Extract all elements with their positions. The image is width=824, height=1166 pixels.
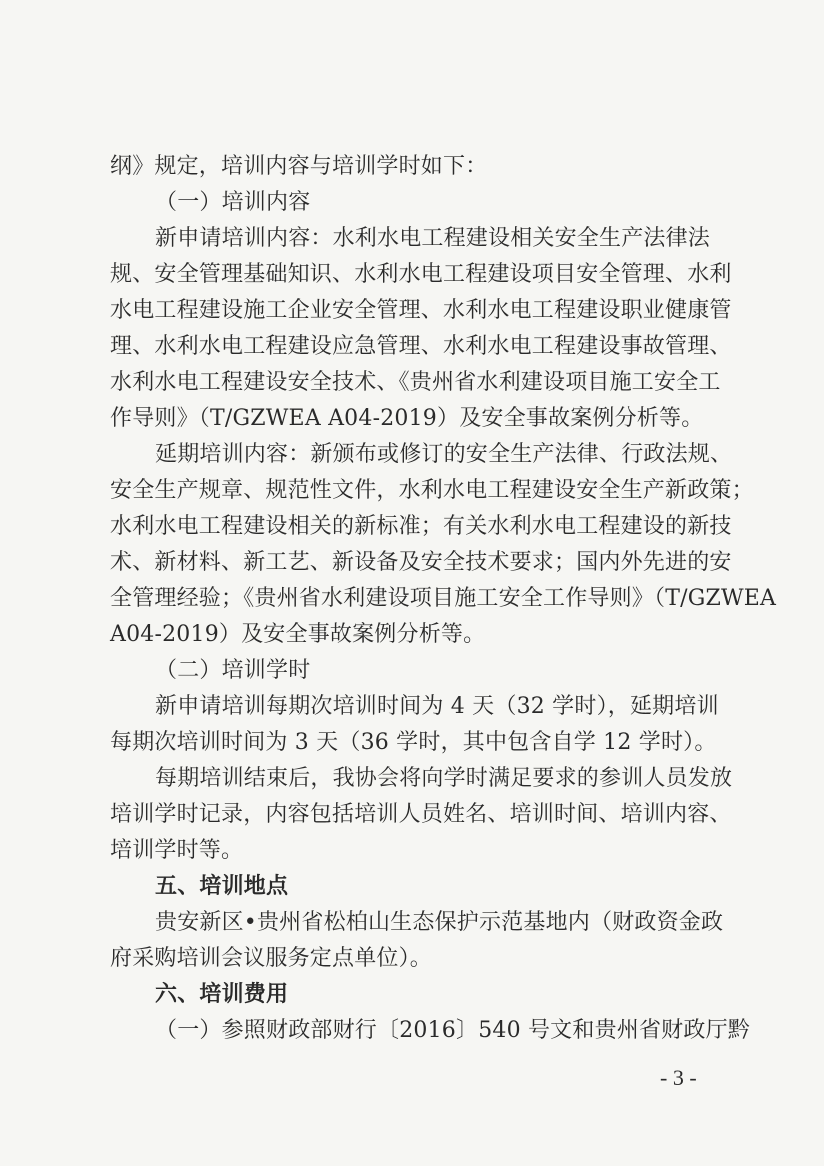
text-line: 新申请培训每期次培训时间为 4 天（32 学时），延期培训 xyxy=(155,694,719,719)
text-line: 新申请培训内容：水利水电工程建设相关安全生产法律法 xyxy=(155,226,711,251)
subheading-training-content: （一）培训内容 xyxy=(155,190,311,215)
text-line: 每期培训结束后，我协会将向学时满足要求的参训人员发放 xyxy=(155,766,733,791)
section-heading-training-fees: 六、培训费用 xyxy=(155,982,289,1007)
text-line: 培训学时等。 xyxy=(110,838,244,863)
text-line: 每期次培训时间为 3 天（36 学时，其中包含自学 12 学时）。 xyxy=(110,730,717,755)
text-line: 水电工程建设施工企业安全管理、水利水电工程建设职业健康管 xyxy=(110,298,732,323)
text-line: 水利水电工程建设安全技术、《贵州省水利建设项目施工安全工 xyxy=(110,370,721,395)
text-line: 全管理经验；《贵州省水利建设项目施工安全工作导则》（T/GZWEA xyxy=(110,586,777,611)
text-line: 纲》规定，培训内容与培训学时如下： xyxy=(110,154,488,179)
text-line: 术、新材料、新工艺、新设备及安全技术要求；国内外先进的安 xyxy=(110,550,732,575)
subheading-training-hours: （二）培训学时 xyxy=(155,658,311,683)
text-line: 延期培训内容：新颁布或修订的安全生产法律、行政法规、 xyxy=(155,442,733,467)
text-line: （一）参照财政部财行〔2016〕540 号文和贵州省财政厅黔 xyxy=(155,1018,750,1043)
text-line: 水利水电工程建设相关的新标准；有关水利水电工程建设的新技 xyxy=(110,514,732,539)
page-number: - 3 - xyxy=(660,1065,697,1090)
text-line: 府采购培训会议服务定点单位）。 xyxy=(110,946,433,971)
section-heading-training-location: 五、培训地点 xyxy=(155,874,289,899)
text-line: 贵安新区•贵州省松柏山生态保护示范基地内（财政资金政 xyxy=(155,910,724,935)
text-line: 安全生产规章、规范性文件，水利水电工程建设安全生产新政策； xyxy=(110,478,754,503)
text-line: 理、水利水电工程建设应急管理、水利水电工程建设事故管理、 xyxy=(110,334,732,359)
text-line: A04-2019）及安全事故案例分析等。 xyxy=(110,622,486,647)
text-line: 培训学时记录，内容包括培训人员姓名、培训时间、培训内容、 xyxy=(110,802,732,827)
text-line: 作导则》（T/GZWEA A04-2019）及安全事故案例分析等。 xyxy=(110,406,704,431)
text-line: 规、安全管理基础知识、水利水电工程建设项目安全管理、水利 xyxy=(110,262,732,287)
